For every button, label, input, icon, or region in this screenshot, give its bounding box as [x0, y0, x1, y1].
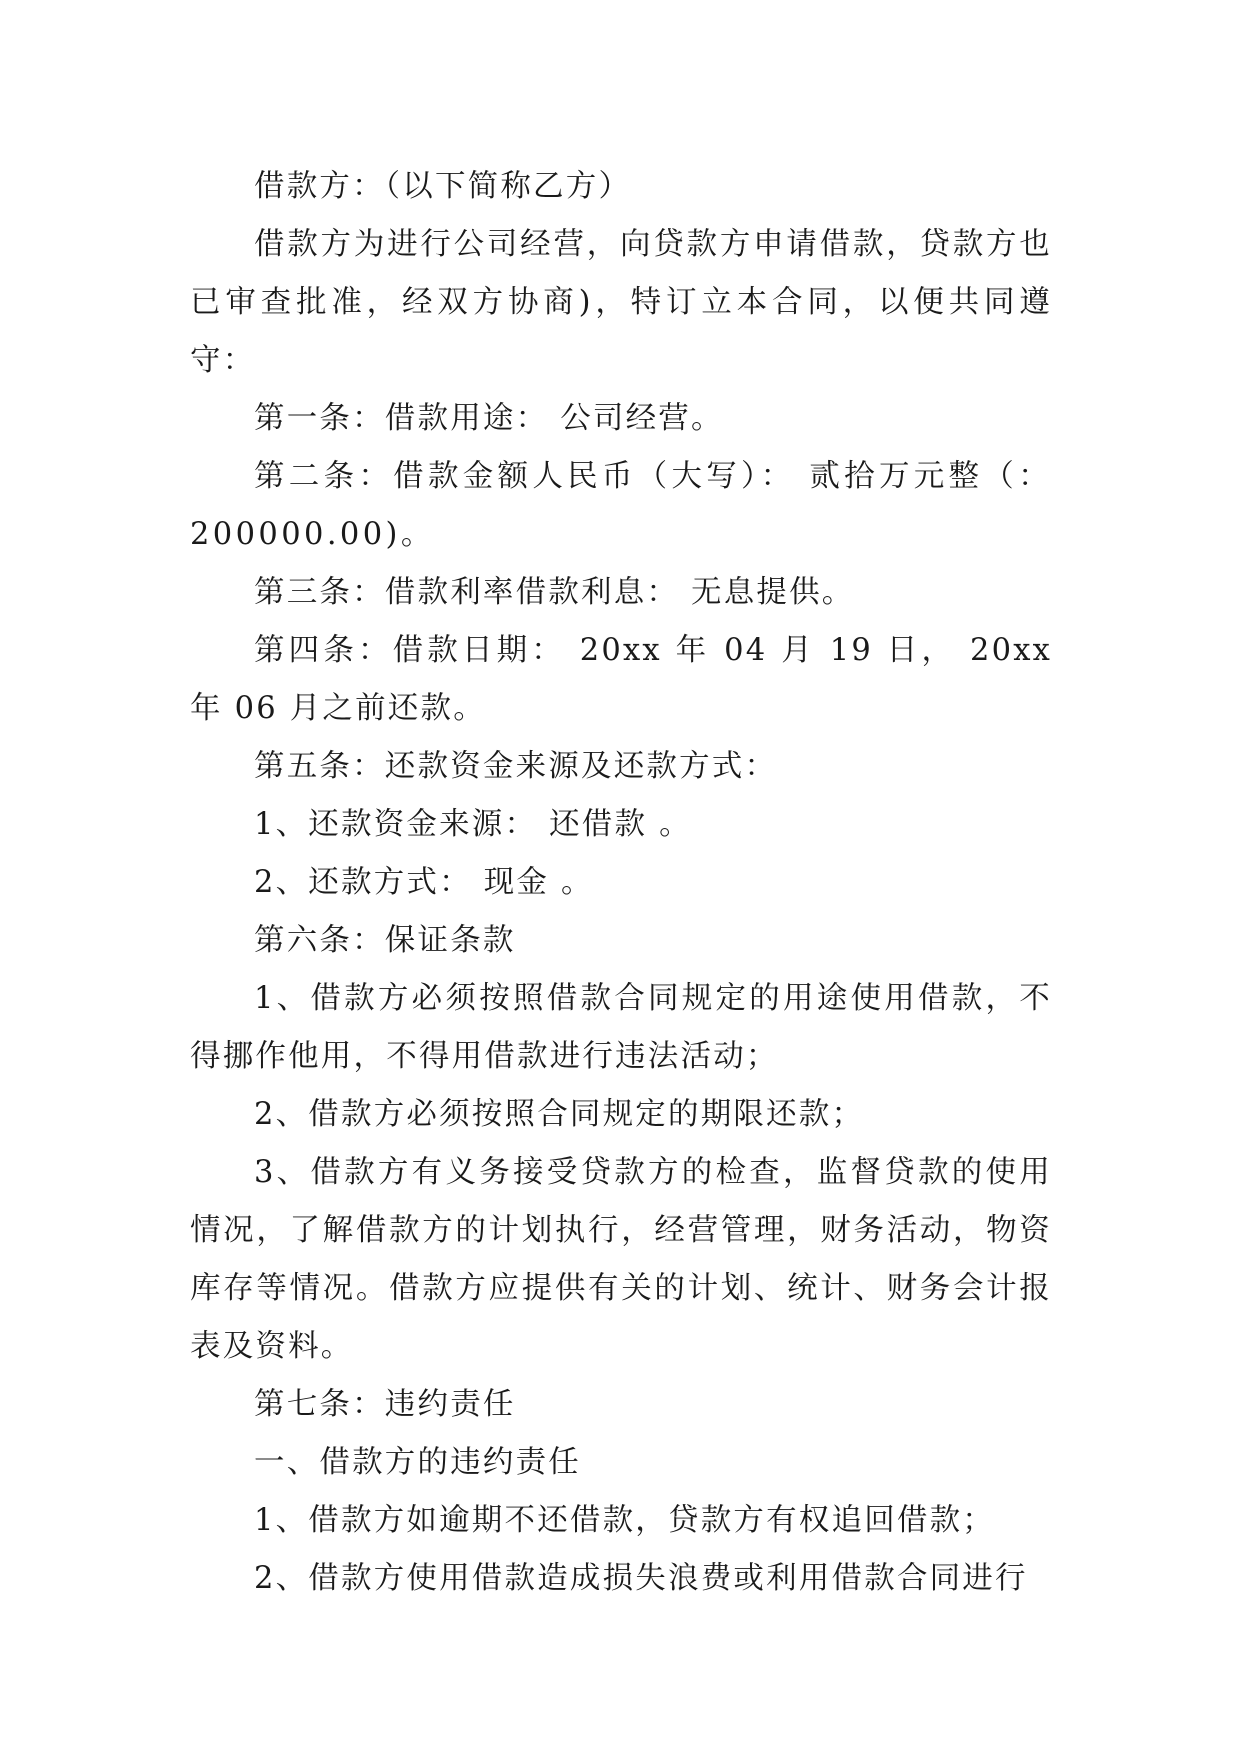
paragraph-article-5: 第五条：还款资金来源及还款方式： — [254, 749, 778, 784]
paragraph-liability-1: 1、借款方如逾期不还借款，贷款方有权追回借款； — [254, 1503, 996, 1538]
paragraph-borrower: 借款方：（以下简称乙方） — [254, 169, 632, 204]
paragraph-liability-2: 2、借款方使用借款造成损失浪费或利用借款合同进行 — [254, 1561, 1028, 1596]
paragraph-preamble: 借款方为进行公司经营，向贷款方申请借款，贷款方也已审查批准，经双方协商)，特订立本合同，以便共同遵守： — [190, 227, 1052, 378]
paragraph-borrower-liability: 一、借款方的违约责任 — [254, 1445, 581, 1480]
paragraph-article-7: 第七条：违约责任 — [254, 1387, 516, 1422]
paragraph-guarantee-2: 2、借款方必须按照合同规定的期限还款； — [254, 1097, 865, 1132]
paragraph-repayment-method: 2、还款方式： 现金 。 — [254, 865, 594, 900]
document-body — [190, 158, 1052, 1608]
paragraph-repayment-source: 1、还款资金来源： 还借款 。 — [254, 807, 692, 842]
paragraph-article-2: 第二条：借款金额人民币（大写）： 贰拾万元整（：200000.00)。 — [190, 459, 1052, 552]
paragraph-guarantee-1: 1、借款方必须按照借款合同规定的用途使用借款，不得挪作他用，不得用借款进行违法活动； — [190, 981, 1052, 1074]
paragraph-article-6: 第六条：保证条款 — [254, 923, 516, 958]
paragraph-guarantee-3: 3、借款方有义务接受贷款方的检查，监督贷款的使用情况，了解借款方的计划执行，经营管理，财务活动，物资库存等情况。借款方应提供有关的计划、统计、财务会计报表及资料。 — [190, 1155, 1052, 1364]
paragraph-article-1: 第一条：借款用途： 公司经营。 — [254, 401, 724, 436]
paragraph-article-4: 第四条：借款日期： 20xx 年 04 月 19 日， 20xx 年 06 月之前还款。 — [190, 633, 1052, 726]
paragraph-article-3: 第三条：借款利率借款利息： 无息提供。 — [254, 575, 855, 610]
